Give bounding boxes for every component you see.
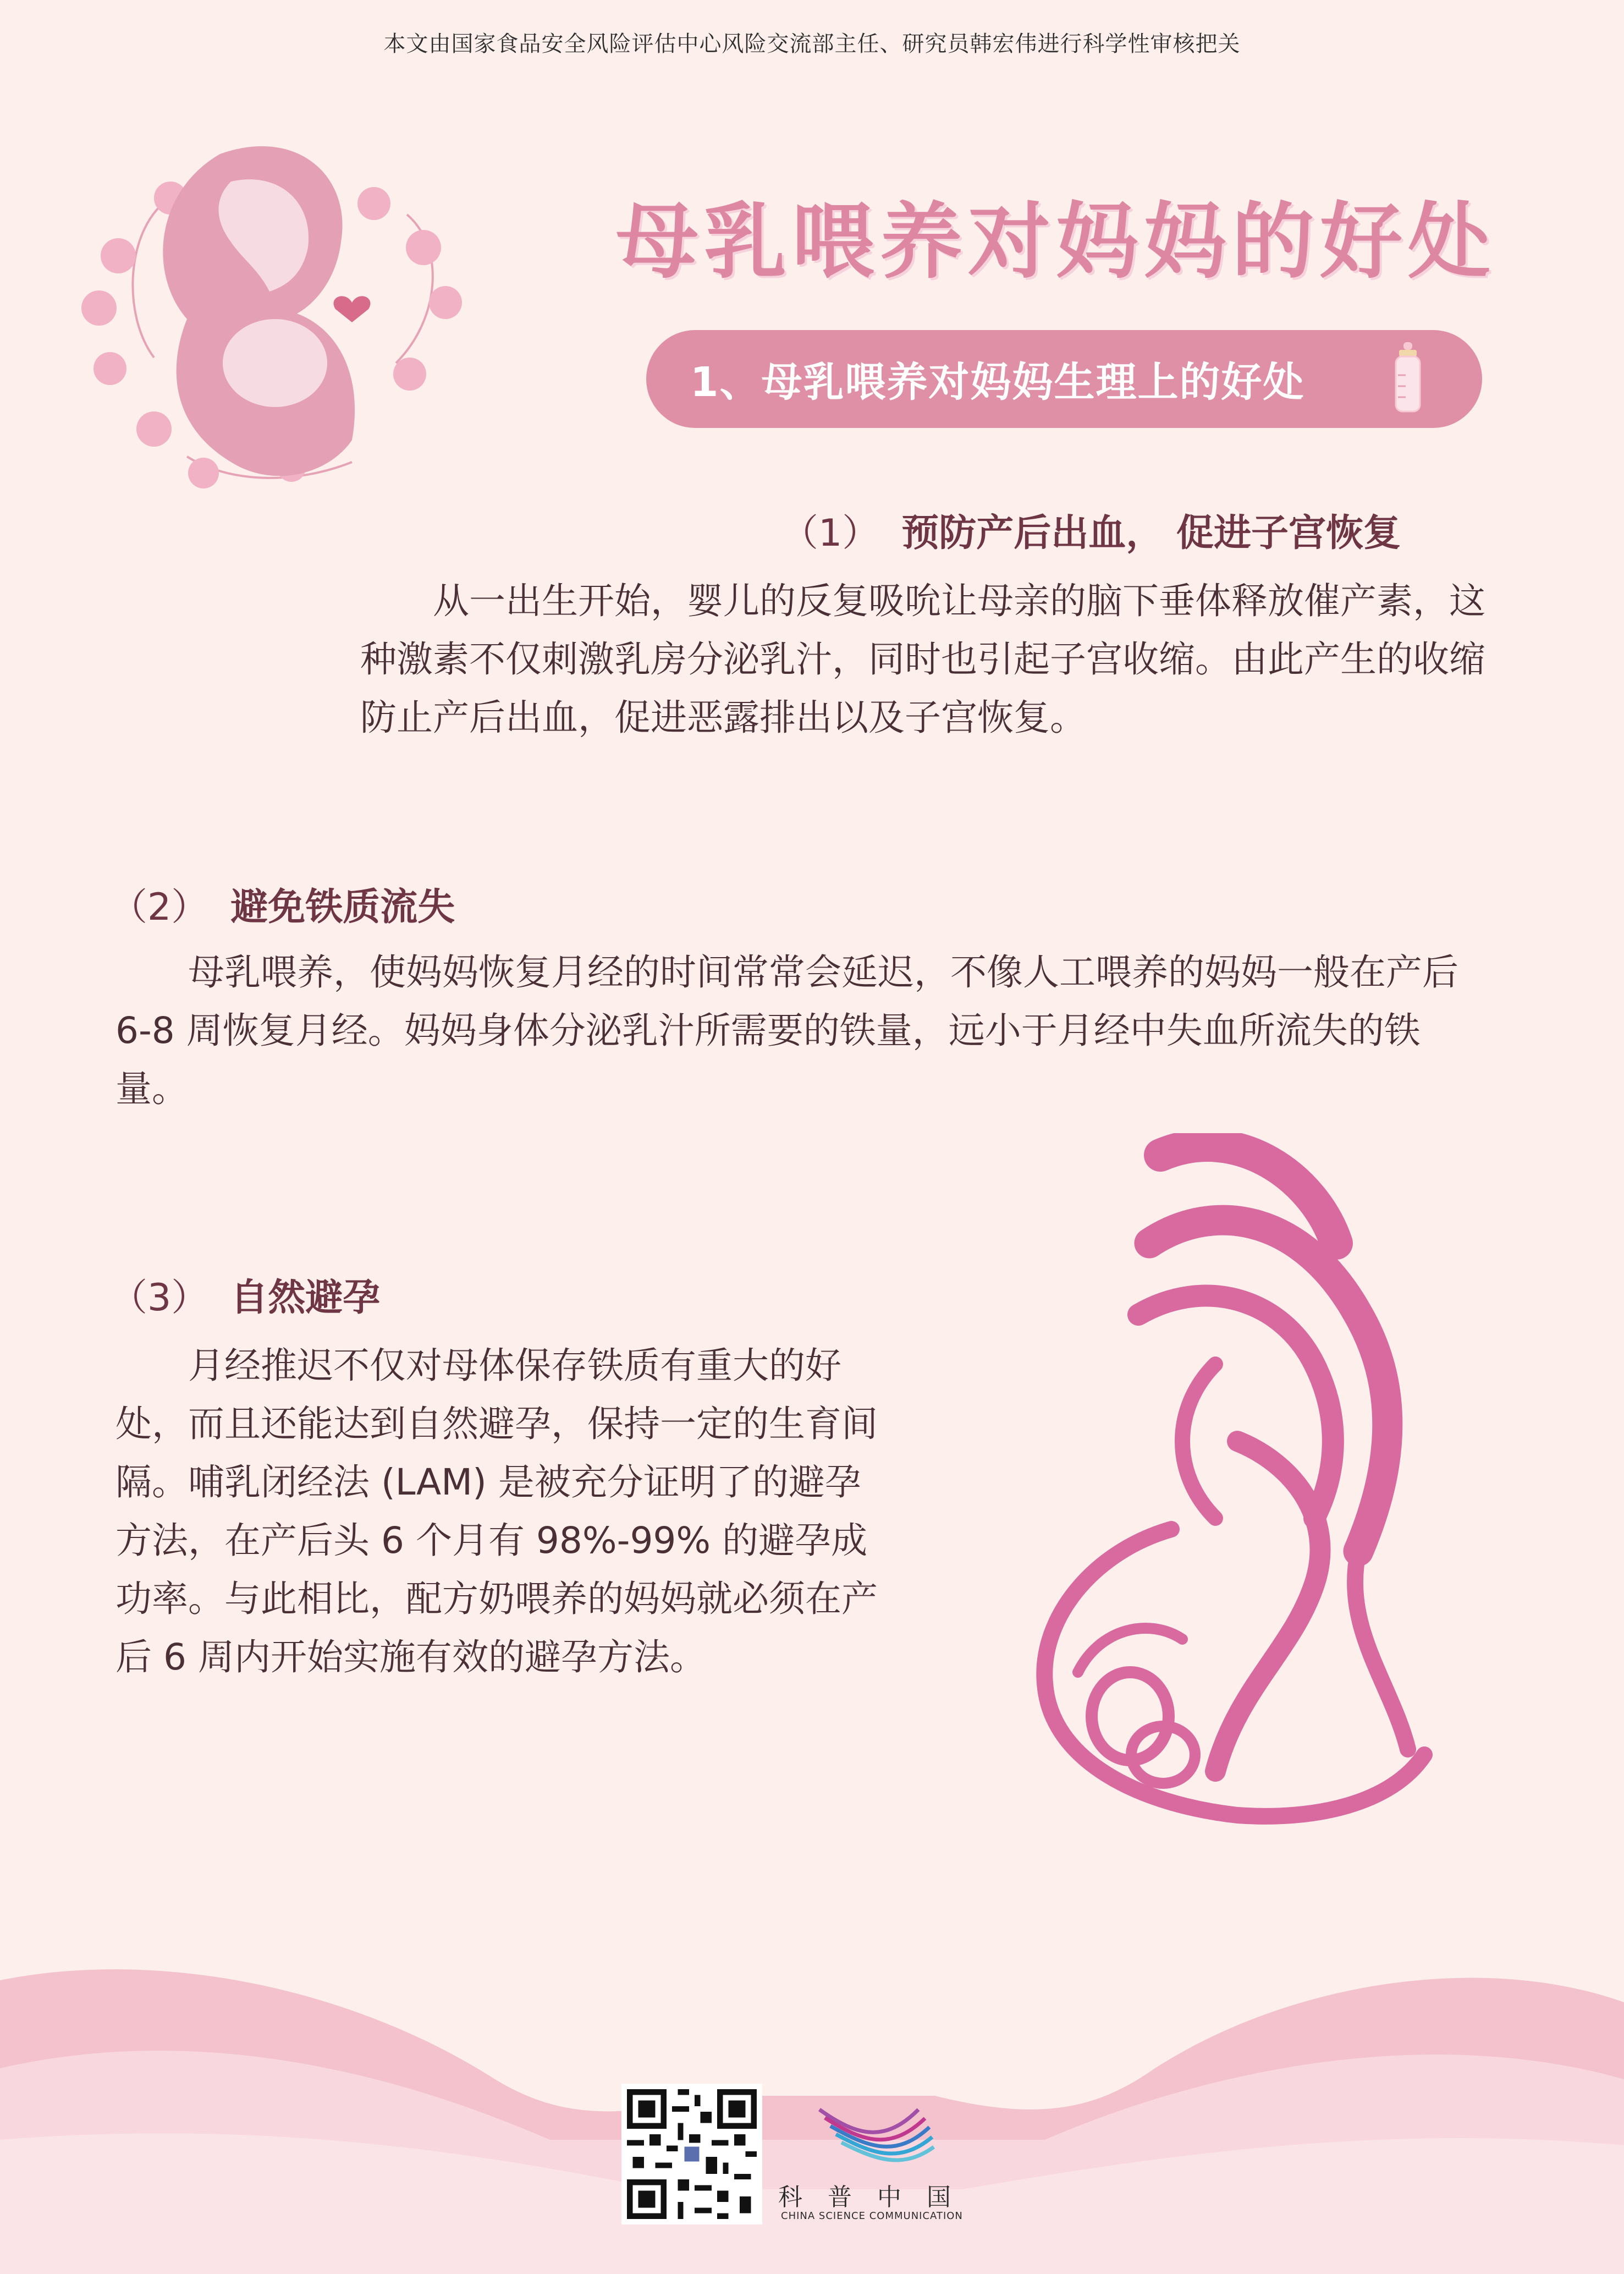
item-3-title: 自然避孕 [230, 1276, 381, 1320]
logo-cn-text: 科普中国 [778, 2183, 976, 2211]
item-3-heading [110, 1268, 380, 1321]
item-2-heading [110, 877, 455, 931]
item-1-number: （1） [781, 512, 880, 555]
item-2-title: 避免铁质流失 [230, 886, 455, 929]
item-1-body: 从一出生开始，婴儿的反复吸吮让母亲的脑下垂体释放催产素，这种激素不仅刺激乳房分泌乳汁，同时也引起子宫收缩。由此产生的收缩防止产后出血，促进恶露排出以及子宫恢复。 [360, 580, 1485, 739]
item-2-body: 母乳喂养，使妈妈恢复月经的时间常常会延迟，不像人工喂养的妈妈一般在产后 6-8 周恢复月经。妈妈身体分泌乳汁所需要的铁量，远小于月经中失血所流失的铁量。 [115, 951, 1458, 1110]
logo-en-text: CHINA SCIENCE COMMUNICATION [781, 2210, 963, 2222]
mother-baby-wreath-illustration [66, 132, 484, 517]
baby-bottle-icon [1391, 342, 1424, 414]
item-3-number: （3） [110, 1276, 209, 1320]
page-title: 母乳喂养对妈妈的好处 [615, 194, 1496, 290]
item-1-title: 预防产后出血， 促进子宫恢复 [901, 512, 1401, 555]
review-note: 本文由国家食品安全风险评估中心风险交流部主任、研究员韩宏伟进行科学性审核把关 [383, 31, 1241, 57]
pregnant-silhouette-illustration [1006, 1133, 1490, 1865]
section-pill-label: 1、母乳喂养对妈妈生理上的好处 [690, 359, 1305, 406]
item-2-number: （2） [110, 886, 209, 929]
item-3-body: 月经推迟不仅对母体保存铁质有重大的好处，而且还能达到自然避孕，保持一定的生育间隔。哺乳闭经法 (LAM) 是被充分证明了的避孕方法，在产后头 6 个月有 98%-99% 的避孕成功率。与此相比，配方奶喂养的妈妈就必须在产后 6 周内开始实施有效的避孕方法。 [115, 1344, 878, 1678]
item-1-heading [781, 503, 1401, 557]
qr-code[interactable] [621, 2084, 762, 2224]
